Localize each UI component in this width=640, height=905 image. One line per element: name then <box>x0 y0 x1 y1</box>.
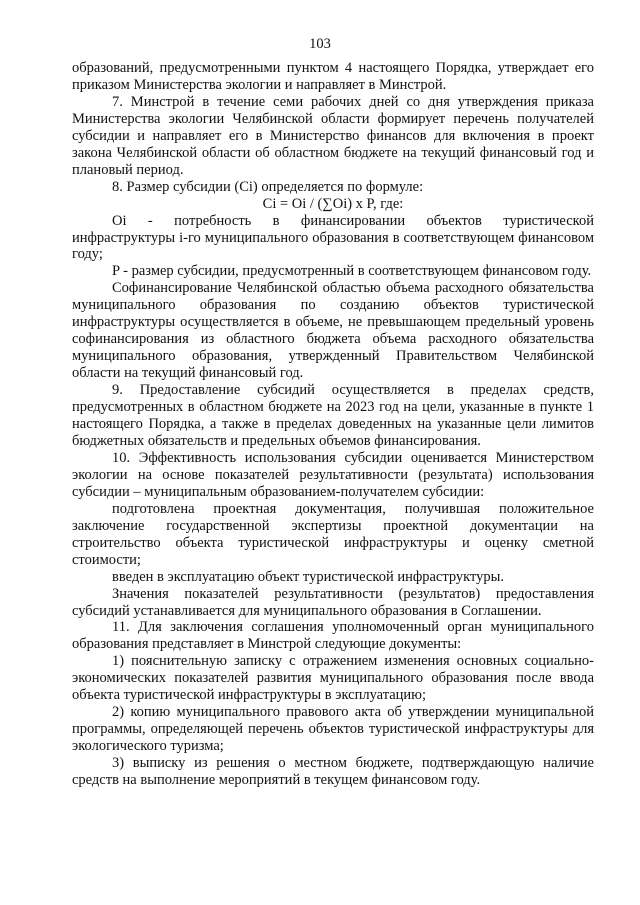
paragraph-cofinancing: Софинансирование Челябинской областью объема расходного обязательства муниципального образования по созданию объектов туристической инфраструктуры осуществляется в объеме, не превышающем предельный уровень софинансирования из областного бюджета объема расходного обязательства муниципального образования, утвержденный Правительством Челябинской области на текущий финансовый год. <box>72 280 594 382</box>
document-body <box>72 60 594 789</box>
paragraph-continuation: образований, предусмотренными пунктом 4 настоящего Порядка, утверждает его приказом Министерства экологии и направляет в Минстрой. <box>72 60 594 93</box>
paragraph-item-10: 10. Эффективность использования субсидии оценивается Министерством экологии на основе показателей результативности (результата) использования субсидии – муниципальным образованием-получателем субсидии: <box>72 449 594 500</box>
paragraph-doc-2: 2) копию муниципального правового акта об утверждении муниципальной программы, определяющей перечень объектов туристической инфраструктуры для экологического туризма; <box>72 704 594 755</box>
paragraph-indicator-values: Значения показателей результативности (результатов) предоставления субсидий устанавливается для муниципального образования в Соглашении. <box>72 585 594 619</box>
paragraph-item-7: 7. Минстрой в течение семи рабочих дней со дня утверждения приказа Министерства экологии Челябинской области формирует перечень получателей субсидии и направляет его в Министерство финансов для включения в проект закона Челябинской области об областном бюджете на текущий финансовый год и плановый период. <box>72 93 594 178</box>
paragraph-doc-3: 3) выписку из решения о местном бюджете, подтверждающую наличие средств на выполнение мероприятий в текущем финансовом году. <box>72 755 594 789</box>
paragraph-indicator-2: введен в эксплуатацию объект туристической инфраструктуры. <box>112 568 505 585</box>
paragraph-item-8: 8. Размер субсидии (Ci) определяется по формуле: <box>112 178 424 195</box>
formula: Ci = Oi / (∑Oi) x P, где: <box>262 195 404 212</box>
paragraph-p-definition: P - размер субсидии, предусмотренный в соответствующем финансовом году. <box>112 263 592 280</box>
page-number: 103 <box>309 36 331 52</box>
paragraph-item-9: 9. Предоставление субсидий осуществляется в пределах средств, предусмотренных в областном бюджете на 2023 год на цели, указанные в пункте 1 настоящего Порядка, а также в пределах доведенных на указанные цели лимитов бюджетных обязательств и предельных объемов финансирования. <box>72 382 594 449</box>
paragraph-item-11: 11. Для заключения соглашения уполномоченный орган муниципального образования представляет в Минстрой следующие документы: <box>72 619 594 653</box>
paragraph-oi-definition: Oi - потребность в финансировании объектов туристической инфраструктуры i-го муниципального образования в соответствующем финансовом году; <box>72 212 594 263</box>
paragraph-indicator-1: подготовлена проектная документация, получившая положительное заключение государственной экспертизы проектной документации на строительство объекта туристической инфраструктуры и оценку сметной стоимости; <box>72 500 594 568</box>
paragraph-doc-1: 1) пояснительную записку с отражением изменения основных социально-экономических показателей развития муниципального образования после ввода объекта туристической инфраструктуры в эксплуатацию; <box>72 653 594 704</box>
